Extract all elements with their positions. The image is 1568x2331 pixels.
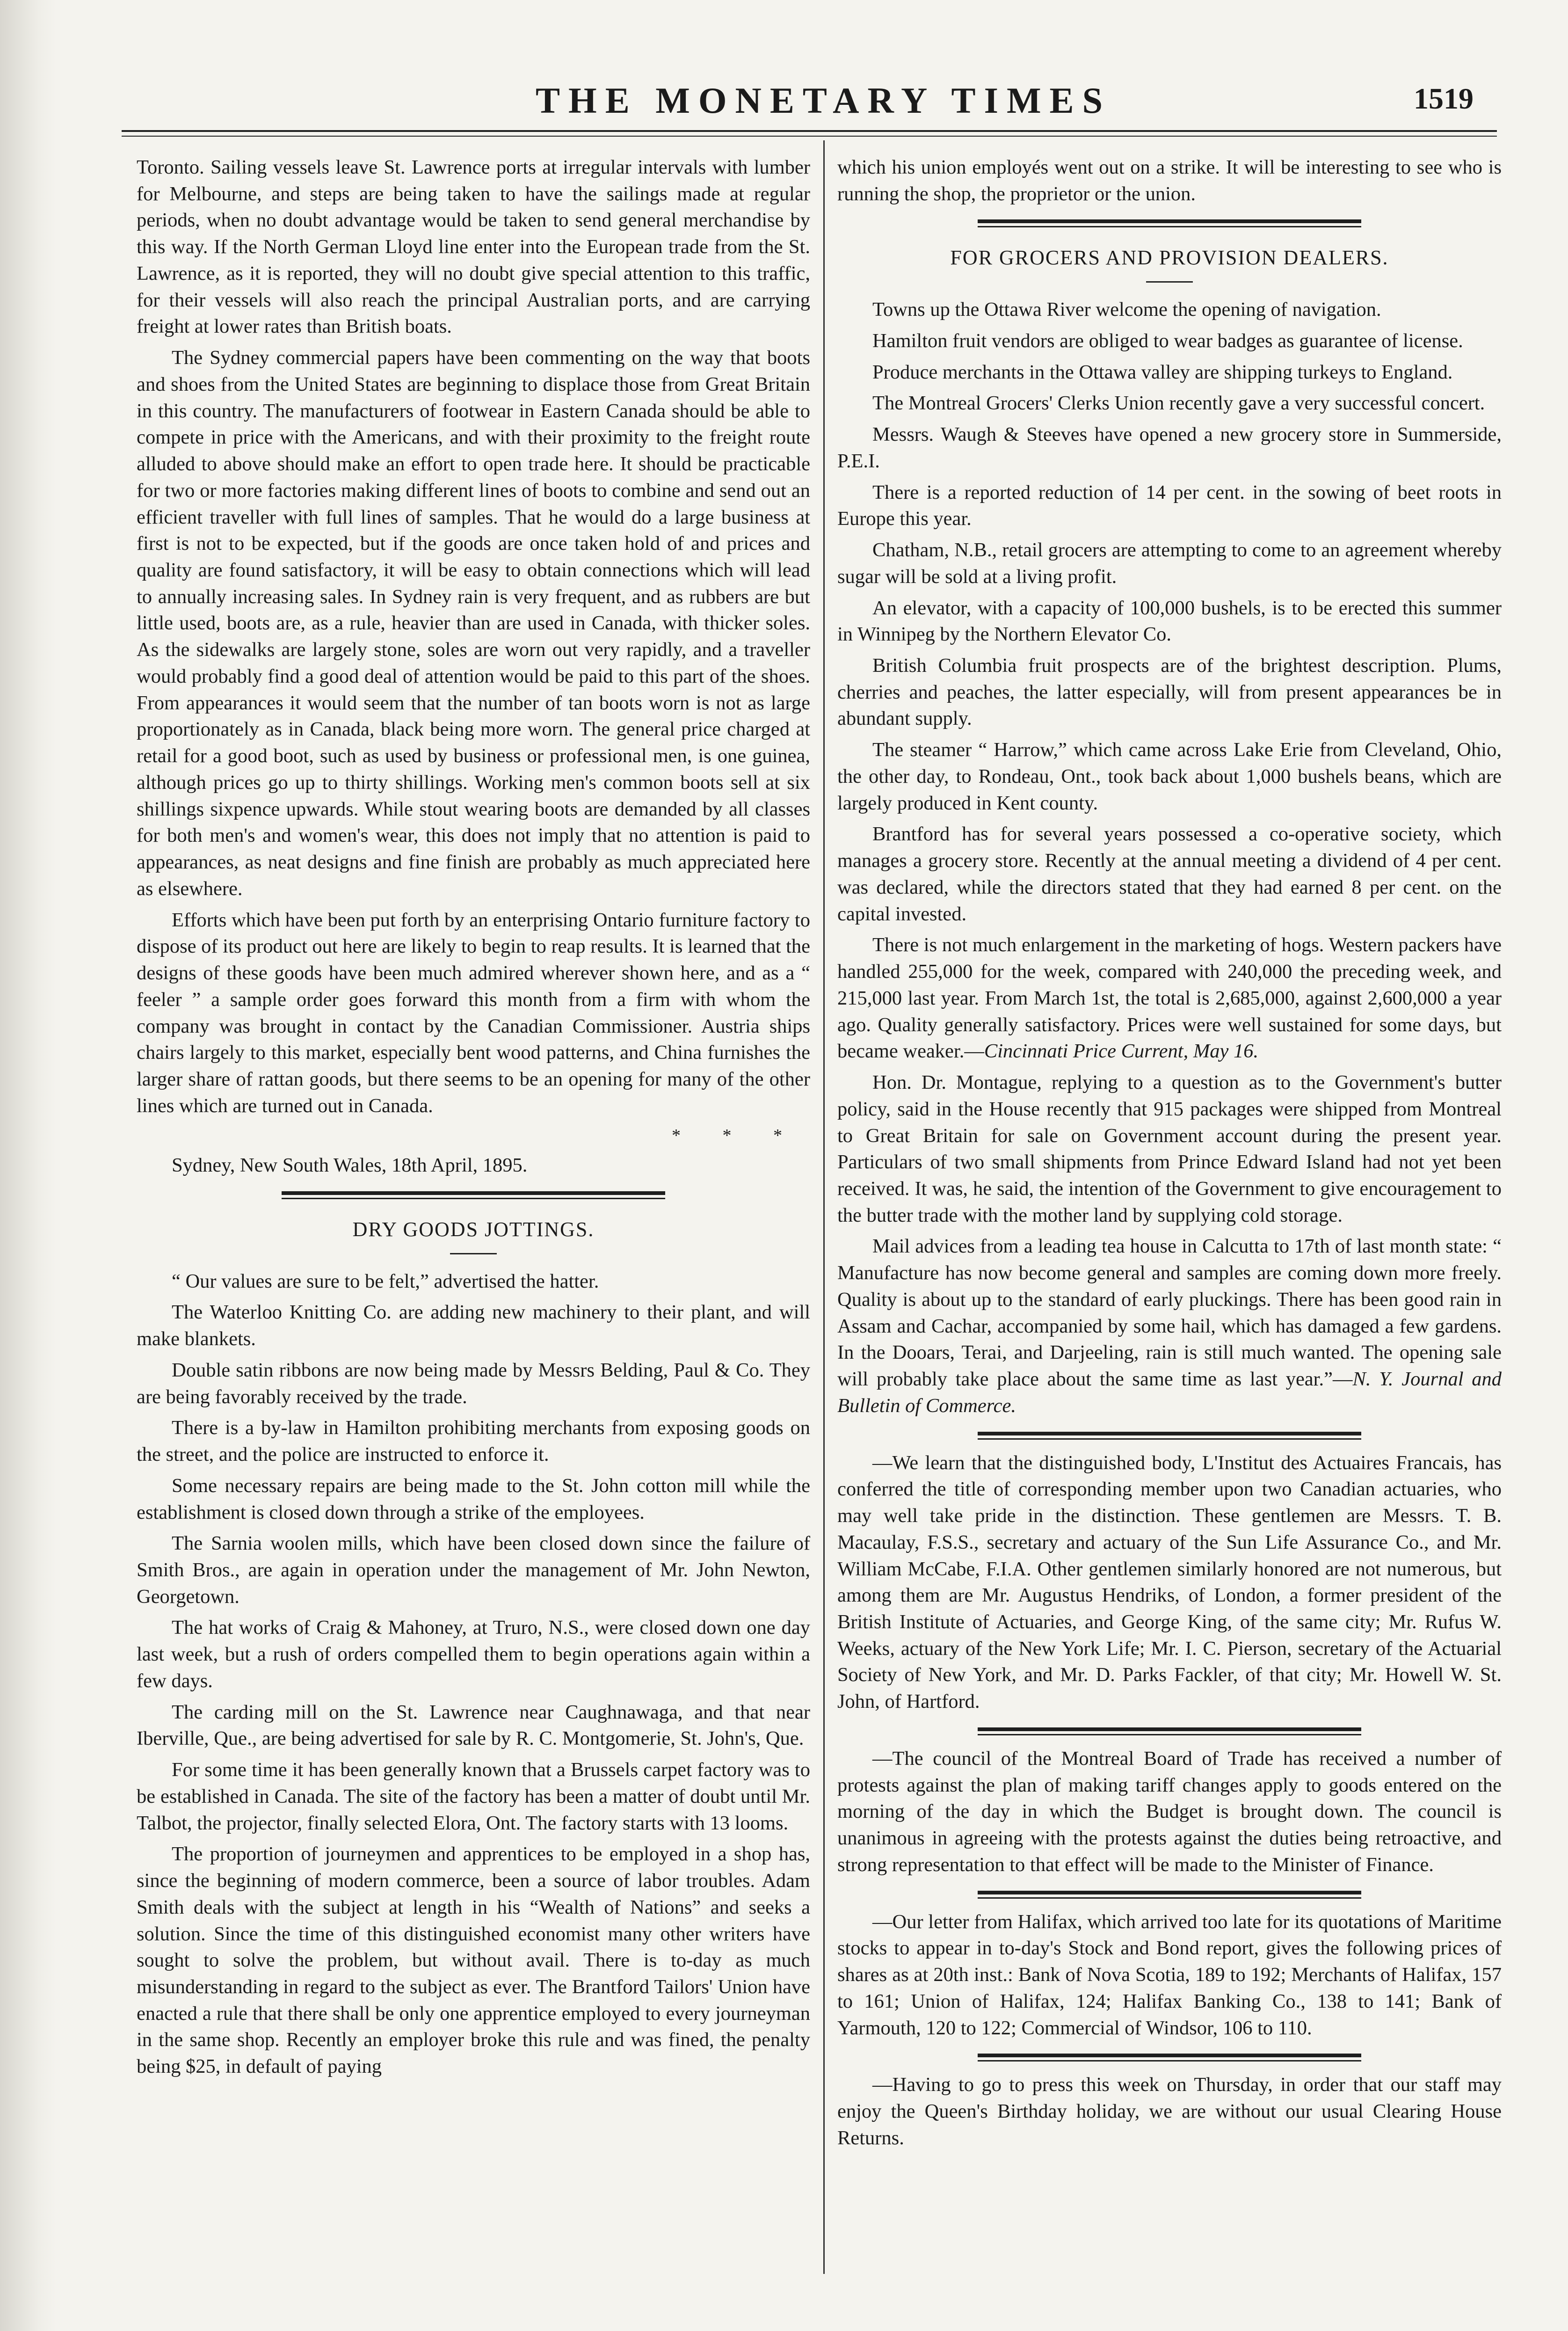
page-header [122, 70, 1525, 131]
news-item: Messrs. Waugh & Steeves have opened a new grocery store in Summerside, P.E.I. [837, 423, 1502, 472]
section-rule [978, 2054, 1361, 2061]
article-paragraph: The Sydney commercial papers have been commenting on the way that boots and shoes from the United States are beginning to displace those from Great Britain in this country. The manufacturers of footwear in Eastern Canada should be able to compete in price with the Americans, and with their proximity to the freight route alluded to above should make an effort to open trade here. It should be practicable for two or more factories making different lines of boots to combine and send out an efficient traveller with full lines of samples. That he would do a large business at first is not to be expected, but if the goods are once taken hold of and prices and quality are found satisfactory, it will be easy to obtain connections which will lead to annually increasing sales. In Sydney rain is very frequent, and as rubbers are but little used, boots are, as a rule, heavier than are used in Canada, with thicker soles. As the sidewalks are largely stone, soles are worn out very rapidly, and a traveller would probably find a good deal of attention would be paid to this part of the shoes. From appearances it would seem that the number of tan boots worn is not as large proportionately as in Canada, black being more worn. The general price charged at retail for a good boot, such as used by business or professional men, is one guinea, although prices go up to thirty shillings. Working men's common boots sell at six shillings sixpence upwards. While stout wearing boots are demanded by all classes for both men's and women's wear, this does not imply that no attention is paid to appearances, as neat designs and fine finish are probably as much appreciated here as elsewhere. [137, 347, 810, 900]
header-rule [122, 130, 1497, 137]
column-divider [823, 140, 825, 2274]
news-item: The Sarnia woolen mills, which have been closed down since the failure of Smith Bros., are again in operation under the management of Mr. John Newton, Georgetown. [137, 1532, 810, 1608]
news-item: The carding mill on the St. Lawrence near Caughnawaga, and that near Iberville, Que., are being advertised for sale by R. C. Montgomerie, St. John's, Que. [137, 1701, 810, 1750]
left-column [137, 154, 810, 2085]
news-item: The proportion of journeymen and apprentices to be employed in a shop has, since the beginning of modern commerce, been a source of labor troubles. Adam Smith deals with the subject at length in his “Wealth of Nations” and seeks a solution. Since the time of this distinguished economist many other writers have sought to solve the problem, but without avail. There is to-day as much misunderstanding in regard to the subject as ever. The Brantford Tailors' Union have enacted a rule that there shall be only one apprentice employed to every journeyman in the same shop. Recently an employer broke this rule and was fined, the penalty being $25, in default of paying [137, 1843, 810, 2078]
hogs-text: There is not much enlargement in the marketing of hogs. Western packers have handled 255,000 for the week, compared with 240,000 the preceding week, and 215,000 last year. From March 1st, the total is 2,685,000, against 2,600,000 a year ago. Quality generally satisfactory. Prices were well sustained for some days, but became weaker.— [837, 934, 1502, 1063]
right-column [837, 154, 1502, 2156]
section-rule [978, 1891, 1361, 1899]
section-heading-dry-goods: DRY GOODS JOTTINGS. [352, 1217, 595, 1241]
article-paragraph: Efforts which have been put forth by an enterprising Ontario furniture factory to dispose of its product out here are likely to begin to reap results. It is learned that the designs of these goods have been much admired wherever shown here, and as a “ feeler ” a sample order goes forward this month from a firm with whom the company was brought in contact by the Canadian Commissioner. Austria ships chairs largely to this market, especially bent wood patterns, and China furnishes the larger share of rattan goods, but there seems to be an opening for many of the other lines which are turned out in Canada. [137, 909, 810, 1117]
news-item-hogs [837, 932, 1502, 1065]
section-heading-grocers: FOR GROCERS AND PROVISION DEALERS. [950, 246, 1389, 270]
news-item-montague: Hon. Dr. Montague, replying to a question as to the Government's butter policy, said in the House recently that 915 packages were shipped from Montreal to Great Britain for sale on Government account during the present year. Particulars of two small shipments from Prince Edward Island had not yet been received. It was, he said, the intention of the Government to give encouragement to the butter trade with the mother land by supplying cold storage. [837, 1071, 1502, 1226]
news-item: The steamer “ Harrow,” which came across Lake Erie from Cleveland, Ohio, the other day, to Rondeau, Ont., took back about 1,000 bushels beans, which are largely produced in Kent county. [837, 739, 1502, 814]
news-item: The hat works of Craig & Mahoney, at Truro, N.S., were closed down one day last week, but a rush of orders compelled them to begin operations again within a few days. [137, 1617, 810, 1692]
source-citation: Cincinnati Price Current, May 16. [984, 1040, 1259, 1063]
heading-underline [450, 1253, 497, 1254]
news-item-halifax: —Our letter from Halifax, which arrived too late for its quotations of Maritime stocks to appear in to-day's Stock and Bond report, gives the following prices of shares as at 20th inst.: Bank of Nova Scotia, 189 to 192; Merchants of Halifax, 157 to 161; Union of Halifax, 124; Halifax Banking Co., 138 to 141; Bank of Yarmouth, 120 to 122; Commercial of Windsor, 106 to 110. [837, 1910, 1502, 2039]
calcutta-text: Mail advices from a leading tea house in Calcutta to 17th of last month state: “ Manufacture has now become general and samples are coming down more freely. Quality is about up to the standard of early pluckings. There has been good rain in Assam and Cachar, accompanied by some hail, which has damaged a few gardens. In the Dooars, Terai, and Darjeeling, rain is still much wanted. The opening sale will probably take place about the same time as last year.”— [837, 1235, 1502, 1391]
news-item: Produce merchants in the Ottawa valley are shipping turkeys to England. [872, 361, 1453, 383]
dateline: Sydney, New South Wales, 18th April, 1895. [172, 1154, 528, 1177]
section-rule [282, 1191, 665, 1199]
news-item: Hamilton fruit vendors are obliged to wear badges as guarantee of license. [872, 329, 1463, 352]
binding-shadow [0, 0, 56, 2331]
section-rule [978, 219, 1361, 227]
source-citation: N. Y. Journal and Bulletin of Commerce. [837, 1368, 1502, 1417]
continued-paragraph: which his union employés went out on a strike. It will be interesting to see who is running the shop, the proprietor or the union. [837, 156, 1502, 205]
news-item: British Columbia fruit prospects are of the brightest description. Plums, cherries and peaches, the latter especially, will from present appearances be in abundant supply. [837, 655, 1502, 730]
news-item: The Montreal Grocers' Clerks Union recently gave a very successful concert. [872, 392, 1485, 415]
news-item: Double satin ribbons are now being made by Messrs Belding, Paul & Co. They are being favorably received by the trade. [137, 1359, 810, 1408]
page-number: 1519 [1414, 82, 1474, 115]
news-item: There is a reported reduction of 14 per cent. in the sowing of beet roots in Europe this year. [837, 481, 1502, 530]
heading-underline [1146, 281, 1193, 283]
news-item-holiday: —Having to go to press this week on Thursday, in order that our staff may enjoy the Queen's Birthday holiday, we are without our usual Clearing House Returns. [837, 2074, 1502, 2149]
news-item: “ Our values are sure to be felt,” advertised the hatter. [172, 1270, 599, 1292]
section-rule [978, 1727, 1361, 1735]
article-paragraph: Toronto. Sailing vessels leave St. Lawrence ports at irregular intervals with lumber for Melbourne, and steps are being taken to have the sailings made at regular periods, when no doubt advantage would be taken to send general merchandise by this way. If the North German Lloyd line enter into the European trade from the St. Lawrence, as it is reported, they will no doubt give special attention to this traffic, for their vessels will also reach the principal Australian ports, and are carrying freight at lower rates than British boats. [137, 156, 810, 338]
section-rule [978, 1432, 1361, 1440]
news-item: Towns up the Ottawa River welcome the opening of navigation. [872, 299, 1381, 321]
news-item: Some necessary repairs are being made to the St. John cotton mill while the establishment is closed down through a strike of the employees. [137, 1474, 810, 1523]
news-item: Chatham, N.B., retail grocers are attempting to come to an agreement whereby sugar will be sold at a living profit. [837, 539, 1502, 588]
news-item-board-of-trade: —The council of the Montreal Board of Trade has received a number of protests against the plan of making tariff changes apply to goods entered on the morning of the day in which the Budget is brought down. The council is unanimous in agreeing with the protests against the duties being retroactive, and strong representation to that effect will be made to the Minister of Finance. [837, 1747, 1502, 1876]
news-item: There is a by-law in Hamilton prohibiting merchants from exposing goods on the street, and the police are instructed to enforce it. [137, 1417, 810, 1466]
news-item-calcutta [837, 1233, 1502, 1419]
news-item: The Waterloo Knitting Co. are adding new machinery to their plant, and will make blankets. [137, 1301, 810, 1350]
section-stars: * * * [672, 1126, 801, 1146]
publication-title: THE MONETARY TIMES [536, 80, 1111, 121]
news-item: An elevator, with a capacity of 100,000 bushels, is to be erected this summer in Winnipeg by the Northern Elevator Co. [837, 597, 1502, 646]
news-item-actuaries: —We learn that the distinguished body, L'Institut des Actuaires Francais, has conferred the title of corresponding member upon two Canadian actuaries, who may well take pride in the distinction. These gentlemen are Messrs. T. B. Macaulay, F.S.S., secretary and actuary of the Sun Life Assurance Co., and Mr. William McCabe, F.I.A. Other gentlemen similarly honored are not numerous, but among them are Mr. Augustus Hendriks, of London, a former president of the British Institute of Actuaries, and George King, of the same city; Mr. Rufus W. Weeks, actuary of the New York Life; Mr. I. C. Pierson, secretary of the Actuarial Society of New York, and Mr. D. Parks Fackler, of that city; Mr. Howell W. St. John, of Hartford. [837, 1451, 1502, 1713]
news-item: For some time it has been generally known that a Brussels carpet factory was to be established in Canada. The site of the factory has been a matter of doubt until Mr. Talbot, the projector, finally selected Elora, Ont. The factory starts with 13 looms. [137, 1759, 810, 1834]
news-item: Brantford has for several years possessed a co-operative society, which manages a grocery store. Recently at the annual meeting a dividend of 4 per cent. was declared, while the directors stated that they had earned 8 per cent. on the capital invested. [837, 823, 1502, 925]
